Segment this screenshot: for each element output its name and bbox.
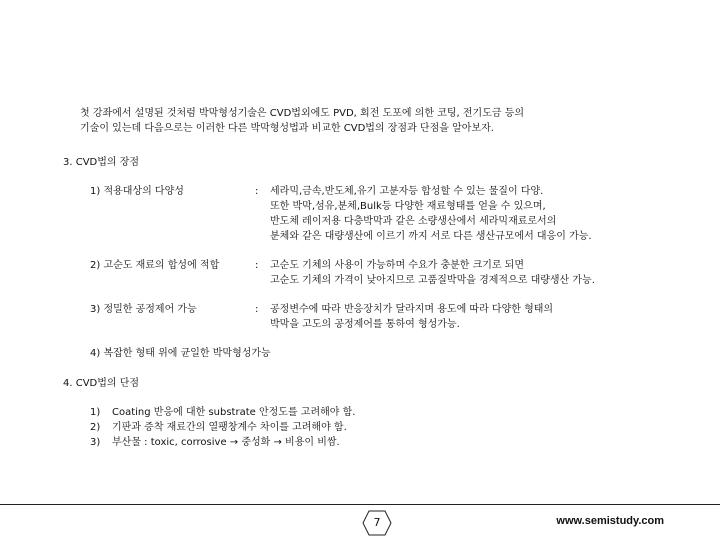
- advantage-desc-line: 박막을 고도의 공정제어를 통하여 형성가능.: [270, 319, 460, 330]
- advantage-desc-2: [270, 258, 595, 288]
- list-item: [90, 405, 355, 420]
- advantage-desc-line: 고순도 기체의 사용이 가능하며 수요가 충분한 크기로 되면: [270, 260, 525, 271]
- list-item-text: 부산물 : toxic, corrosive → 중성화 → 비용이 비쌈.: [112, 437, 340, 448]
- advantage-colon-2: :: [255, 260, 259, 271]
- advantage-desc-1: [270, 184, 592, 244]
- advantage-desc-line: 분체와 같은 대량생산에 이르기 까지 서로 다른 생산규모에서 대응이 가능.: [270, 231, 592, 242]
- website-link[interactable]: www.semistudy.com: [556, 515, 664, 527]
- advantage-desc-line: 공정변수에 따라 반응장치가 달라지며 용도에 따라 다양한 형태의: [270, 304, 554, 315]
- disadvantages-list: [90, 405, 355, 450]
- disadvantages-heading: 4. CVD법의 단점: [63, 378, 140, 389]
- advantage-colon-3: :: [255, 304, 259, 315]
- list-item-text: Coating 반응에 대한 substrate 안정도를 고려해야 함.: [112, 407, 356, 418]
- list-item-number: 3): [90, 437, 101, 448]
- advantage-label-3: 3) 정밀한 공정제어 가능: [90, 304, 197, 315]
- list-item-text: 기판과 증착 재료간의 열팽창계수 차이를 고려해야 함.: [112, 422, 347, 433]
- footer-divider: [0, 504, 720, 505]
- advantage-desc-3: [270, 302, 553, 332]
- intro-line-2: 기술이 있는데 다음으로는 이러한 다른 박막형성법과 비교한 CVD법의 장점과 단점을 알아보자.: [80, 123, 494, 134]
- list-item: [90, 435, 355, 450]
- advantage-desc-line: 반도체 레이저용 다층박막과 같은 소량생산에서 세라믹재료로서의: [270, 216, 557, 227]
- advantage-label-2: 2) 고순도 재료의 합성에 적합: [90, 260, 220, 271]
- list-item-number: 2): [90, 422, 101, 433]
- advantage-desc-line: 세라믹,금속,반도체,유기 고분자등 합성할 수 있는 물질이 다양.: [270, 186, 544, 197]
- advantage-colon-1: :: [255, 186, 259, 197]
- advantage-desc-line: 고순도 기체의 가격이 낮아지므로 고품질박막을 경제적으로 대량생산 가능.: [270, 275, 595, 286]
- advantage-desc-line: 또한 박막,섬유,분체,Bulk등 다양한 재료형태를 얻을 수 있으며,: [270, 201, 546, 212]
- list-item-number: 1): [90, 407, 101, 418]
- intro-line-1: 첫 강좌에서 설명된 것처럼 박막형성기술은 CVD법외에도 PVD, 회전 도포에 의한 코팅, 전기도금 등의: [80, 108, 525, 119]
- list-item: [90, 420, 355, 435]
- page-number: 7: [373, 516, 381, 529]
- advantage-label-4: 4) 복잡한 형태 위에 균일한 박막형성가능: [90, 348, 271, 359]
- advantages-heading: 3. CVD법의 장점: [63, 157, 140, 168]
- intro-paragraph: [80, 106, 524, 136]
- advantage-label-1: 1) 적용대상의 다양성: [90, 186, 184, 197]
- page-number-badge: [362, 510, 392, 536]
